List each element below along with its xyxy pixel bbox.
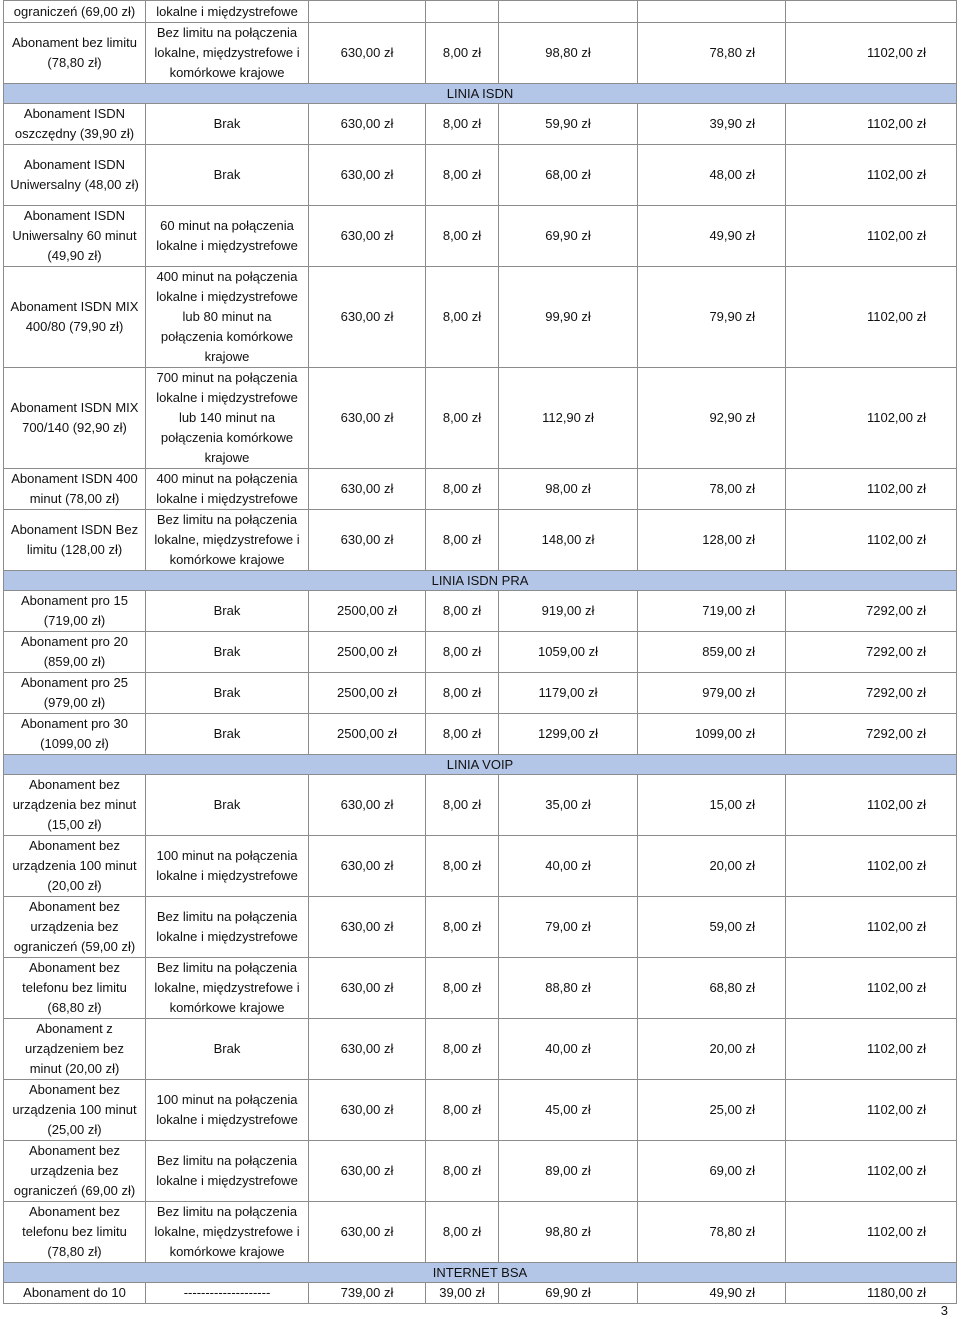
cell-monthly-total: 112,90 zł	[499, 368, 638, 469]
cell-included-minutes: lokalne i międzystrefowe	[146, 1, 309, 23]
cell-activation-fee: 630,00 zł	[309, 104, 426, 145]
cell-monthly-total: 40,00 zł	[499, 836, 638, 897]
cell-total-cost: 1102,00 zł	[786, 836, 957, 897]
cell-included-minutes: Brak	[146, 591, 309, 632]
cell-total-cost: 1102,00 zł	[786, 23, 957, 84]
cell-plan-name: Abonament pro 15 (719,00 zł)	[4, 591, 146, 632]
cell-plan-name: Abonament pro 25 (979,00 zł)	[4, 673, 146, 714]
cell-plan-name: Abonament bez urządzenia 100 minut (25,00 zł)	[4, 1080, 146, 1141]
cell-fee-2: 8,00 zł	[426, 714, 499, 755]
cell-activation-fee: 2500,00 zł	[309, 591, 426, 632]
cell-total-cost: 1102,00 zł	[786, 510, 957, 571]
cell-subscription: 48,00 zł	[638, 145, 786, 206]
cell-total-cost: 1102,00 zł	[786, 958, 957, 1019]
cell-subscription: 59,00 zł	[638, 897, 786, 958]
section-header-row	[4, 755, 957, 775]
cell-activation-fee: 2500,00 zł	[309, 673, 426, 714]
cell-activation-fee: 630,00 zł	[309, 1019, 426, 1080]
cell-plan-name: Abonament ISDN MIX 400/80 (79,90 zł)	[4, 267, 146, 368]
cell-monthly-total: 98,00 zł	[499, 469, 638, 510]
cell-total-cost: 1102,00 zł	[786, 267, 957, 368]
tariff-table-container	[3, 0, 956, 1304]
table-row	[4, 714, 957, 755]
cell-total-cost: 1102,00 zł	[786, 1080, 957, 1141]
cell-included-minutes: Bez limitu na połączenia lokalne, międzystrefowe i komórkowe krajowe	[146, 23, 309, 84]
cell-total-cost: 1102,00 zł	[786, 145, 957, 206]
cell-total-cost: 7292,00 zł	[786, 632, 957, 673]
cell-monthly-total: 919,00 zł	[499, 591, 638, 632]
cell-monthly-total: 88,80 zł	[499, 958, 638, 1019]
cell-activation-fee: 630,00 zł	[309, 469, 426, 510]
cell-subscription: 20,00 zł	[638, 836, 786, 897]
cell-activation-fee: 2500,00 zł	[309, 714, 426, 755]
cell-fee-2: 8,00 zł	[426, 23, 499, 84]
table-row	[4, 958, 957, 1019]
cell-subscription: 20,00 zł	[638, 1019, 786, 1080]
cell-subscription: 69,00 zł	[638, 1141, 786, 1202]
cell-activation-fee: 630,00 zł	[309, 267, 426, 368]
section-header-row	[4, 1263, 957, 1283]
cell-subscription: 79,90 zł	[638, 267, 786, 368]
cell-included-minutes: Brak	[146, 1019, 309, 1080]
cell-included-minutes: Brak	[146, 714, 309, 755]
cell-activation-fee	[309, 1, 426, 23]
cell-monthly-total: 89,00 zł	[499, 1141, 638, 1202]
cell-fee-2: 8,00 zł	[426, 1141, 499, 1202]
section-header: LINIA ISDN PRA	[4, 571, 957, 591]
cell-monthly-total: 1299,00 zł	[499, 714, 638, 755]
cell-plan-name: Abonament pro 20 (859,00 zł)	[4, 632, 146, 673]
cell-included-minutes: Brak	[146, 632, 309, 673]
cell-activation-fee: 630,00 zł	[309, 897, 426, 958]
cell-fee-2: 8,00 zł	[426, 1202, 499, 1263]
cell-subscription: 719,00 zł	[638, 591, 786, 632]
cell-included-minutes: Brak	[146, 104, 309, 145]
cell-monthly-total: 68,00 zł	[499, 145, 638, 206]
cell-activation-fee: 630,00 zł	[309, 145, 426, 206]
cell-plan-name: Abonament bez urządzenia bez minut (15,00 zł)	[4, 775, 146, 836]
cell-total-cost: 1102,00 zł	[786, 775, 957, 836]
cell-fee-2: 8,00 zł	[426, 836, 499, 897]
cell-subscription: 1099,00 zł	[638, 714, 786, 755]
cell-included-minutes: Brak	[146, 775, 309, 836]
cell-activation-fee: 630,00 zł	[309, 368, 426, 469]
cell-included-minutes: Brak	[146, 673, 309, 714]
cell-subscription: 78,80 zł	[638, 23, 786, 84]
cell-plan-name: Abonament bez urządzenia bez ograniczeń (59,00 zł)	[4, 897, 146, 958]
cell-subscription: 92,90 zł	[638, 368, 786, 469]
cell-activation-fee: 630,00 zł	[309, 206, 426, 267]
table-row	[4, 775, 957, 836]
table-row	[4, 836, 957, 897]
cell-monthly-total: 40,00 zł	[499, 1019, 638, 1080]
table-row	[4, 632, 957, 673]
cell-subscription: 68,80 zł	[638, 958, 786, 1019]
table-row	[4, 104, 957, 145]
cell-plan-name: Abonament do 10	[4, 1283, 146, 1304]
cell-included-minutes: 400 minut na połączenia lokalne i międzystrefowe	[146, 469, 309, 510]
table-row	[4, 469, 957, 510]
cell-subscription	[638, 1, 786, 23]
table-row	[4, 1283, 957, 1304]
cell-plan-name: Abonament bez urządzenia bez ograniczeń (69,00 zł)	[4, 1141, 146, 1202]
cell-plan-name: Abonament ISDN MIX 700/140 (92,90 zł)	[4, 368, 146, 469]
cell-monthly-total: 35,00 zł	[499, 775, 638, 836]
cell-subscription: 15,00 zł	[638, 775, 786, 836]
cell-activation-fee: 630,00 zł	[309, 1202, 426, 1263]
cell-monthly-total: 1179,00 zł	[499, 673, 638, 714]
cell-fee-2: 8,00 zł	[426, 897, 499, 958]
cell-total-cost: 1102,00 zł	[786, 1141, 957, 1202]
table-row	[4, 23, 957, 84]
cell-activation-fee: 630,00 zł	[309, 775, 426, 836]
cell-fee-2: 8,00 zł	[426, 104, 499, 145]
cell-activation-fee: 630,00 zł	[309, 958, 426, 1019]
cell-plan-name: Abonament z urządzeniem bez minut (20,00 zł)	[4, 1019, 146, 1080]
cell-subscription: 859,00 zł	[638, 632, 786, 673]
table-row	[4, 510, 957, 571]
section-header-row	[4, 571, 957, 591]
cell-monthly-total: 98,80 zł	[499, 1202, 638, 1263]
cell-plan-name: Abonament pro 30 (1099,00 zł)	[4, 714, 146, 755]
cell-included-minutes: 400 minut na połączenia lokalne i międzystrefowe lub 80 minut na połączenia komórkowe krajowe	[146, 267, 309, 368]
cell-total-cost: 1102,00 zł	[786, 1202, 957, 1263]
cell-monthly-total	[499, 1, 638, 23]
cell-fee-2	[426, 1, 499, 23]
cell-activation-fee: 630,00 zł	[309, 836, 426, 897]
cell-subscription: 49,90 zł	[638, 1283, 786, 1304]
table-row	[4, 897, 957, 958]
cell-included-minutes: Bez limitu na połączenia lokalne, międzystrefowe i komórkowe krajowe	[146, 510, 309, 571]
cell-subscription: 128,00 zł	[638, 510, 786, 571]
cell-subscription: 979,00 zł	[638, 673, 786, 714]
cell-total-cost: 1102,00 zł	[786, 1019, 957, 1080]
table-row	[4, 1019, 957, 1080]
cell-included-minutes: Brak	[146, 145, 309, 206]
section-header: LINIA ISDN	[4, 84, 957, 104]
cell-monthly-total: 1059,00 zł	[499, 632, 638, 673]
cell-included-minutes: 700 minut na połączenia lokalne i międzystrefowe lub 140 minut na połączenia komórkowe krajowe	[146, 368, 309, 469]
section-header: LINIA VOIP	[4, 755, 957, 775]
cell-total-cost: 7292,00 zł	[786, 673, 957, 714]
cell-monthly-total: 69,90 zł	[499, 1283, 638, 1304]
cell-activation-fee: 2500,00 zł	[309, 632, 426, 673]
table-row	[4, 1, 957, 23]
cell-included-minutes: 100 minut na połączenia lokalne i międzystrefowe	[146, 836, 309, 897]
cell-total-cost	[786, 1, 957, 23]
cell-subscription: 25,00 zł	[638, 1080, 786, 1141]
cell-plan-name: Abonament ISDN 400 minut (78,00 zł)	[4, 469, 146, 510]
cell-fee-2: 8,00 zł	[426, 775, 499, 836]
cell-monthly-total: 59,90 zł	[499, 104, 638, 145]
cell-included-minutes: Bez limitu na połączenia lokalne, międzystrefowe i komórkowe krajowe	[146, 958, 309, 1019]
cell-fee-2: 8,00 zł	[426, 206, 499, 267]
cell-included-minutes: Bez limitu na połączenia lokalne, międzystrefowe i komórkowe krajowe	[146, 1202, 309, 1263]
cell-monthly-total: 98,80 zł	[499, 23, 638, 84]
cell-total-cost: 1102,00 zł	[786, 897, 957, 958]
cell-plan-name: ograniczeń (69,00 zł)	[4, 1, 146, 23]
cell-monthly-total: 79,00 zł	[499, 897, 638, 958]
cell-monthly-total: 69,90 zł	[499, 206, 638, 267]
table-row	[4, 1141, 957, 1202]
cell-included-minutes: 100 minut na połączenia lokalne i międzystrefowe	[146, 1080, 309, 1141]
cell-fee-2: 8,00 zł	[426, 1080, 499, 1141]
section-header: INTERNET BSA	[4, 1263, 957, 1283]
tariff-table-body	[4, 1, 957, 1304]
page-number: 3	[940, 1303, 948, 1318]
cell-total-cost: 1102,00 zł	[786, 368, 957, 469]
table-row	[4, 368, 957, 469]
cell-fee-2: 8,00 zł	[426, 958, 499, 1019]
cell-total-cost: 7292,00 zł	[786, 714, 957, 755]
cell-fee-2: 8,00 zł	[426, 632, 499, 673]
cell-total-cost: 1102,00 zł	[786, 104, 957, 145]
cell-plan-name: Abonament ISDN Bez limitu (128,00 zł)	[4, 510, 146, 571]
cell-total-cost: 1102,00 zł	[786, 206, 957, 267]
cell-monthly-total: 99,90 zł	[499, 267, 638, 368]
table-row	[4, 206, 957, 267]
cell-activation-fee: 630,00 zł	[309, 510, 426, 571]
cell-activation-fee: 630,00 zł	[309, 1141, 426, 1202]
cell-fee-2: 8,00 zł	[426, 469, 499, 510]
cell-plan-name: Abonament bez urządzenia 100 minut (20,00 zł)	[4, 836, 146, 897]
cell-included-minutes: Bez limitu na połączenia lokalne i międzystrefowe	[146, 1141, 309, 1202]
table-row	[4, 591, 957, 632]
table-row	[4, 1080, 957, 1141]
cell-fee-2: 8,00 zł	[426, 673, 499, 714]
cell-plan-name: Abonament bez limitu (78,80 zł)	[4, 23, 146, 84]
table-row	[4, 145, 957, 206]
cell-subscription: 78,80 zł	[638, 1202, 786, 1263]
cell-subscription: 49,90 zł	[638, 206, 786, 267]
section-header-row	[4, 84, 957, 104]
cell-included-minutes: --------------------	[146, 1283, 309, 1304]
cell-fee-2: 8,00 zł	[426, 368, 499, 469]
cell-fee-2: 8,00 zł	[426, 1019, 499, 1080]
cell-fee-2: 39,00 zł	[426, 1283, 499, 1304]
tariff-table	[3, 0, 957, 1304]
table-row	[4, 673, 957, 714]
cell-activation-fee: 630,00 zł	[309, 23, 426, 84]
cell-total-cost: 1180,00 zł	[786, 1283, 957, 1304]
cell-plan-name: Abonament ISDN Uniwersalny 60 minut (49,90 zł)	[4, 206, 146, 267]
cell-plan-name: Abonament ISDN Uniwersalny (48,00 zł)	[4, 145, 146, 206]
cell-monthly-total: 45,00 zł	[499, 1080, 638, 1141]
cell-fee-2: 8,00 zł	[426, 145, 499, 206]
cell-subscription: 39,90 zł	[638, 104, 786, 145]
cell-fee-2: 8,00 zł	[426, 267, 499, 368]
table-row	[4, 1202, 957, 1263]
cell-total-cost: 7292,00 zł	[786, 591, 957, 632]
table-row	[4, 267, 957, 368]
cell-fee-2: 8,00 zł	[426, 591, 499, 632]
cell-monthly-total: 148,00 zł	[499, 510, 638, 571]
cell-plan-name: Abonament bez telefonu bez limitu (78,80 zł)	[4, 1202, 146, 1263]
cell-included-minutes: 60 minut na połączenia lokalne i międzystrefowe	[146, 206, 309, 267]
cell-subscription: 78,00 zł	[638, 469, 786, 510]
cell-activation-fee: 630,00 zł	[309, 1080, 426, 1141]
cell-activation-fee: 739,00 zł	[309, 1283, 426, 1304]
cell-plan-name: Abonament bez telefonu bez limitu (68,80 zł)	[4, 958, 146, 1019]
cell-plan-name: Abonament ISDN oszczędny (39,90 zł)	[4, 104, 146, 145]
cell-total-cost: 1102,00 zł	[786, 469, 957, 510]
cell-fee-2: 8,00 zł	[426, 510, 499, 571]
cell-included-minutes: Bez limitu na połączenia lokalne i międzystrefowe	[146, 897, 309, 958]
